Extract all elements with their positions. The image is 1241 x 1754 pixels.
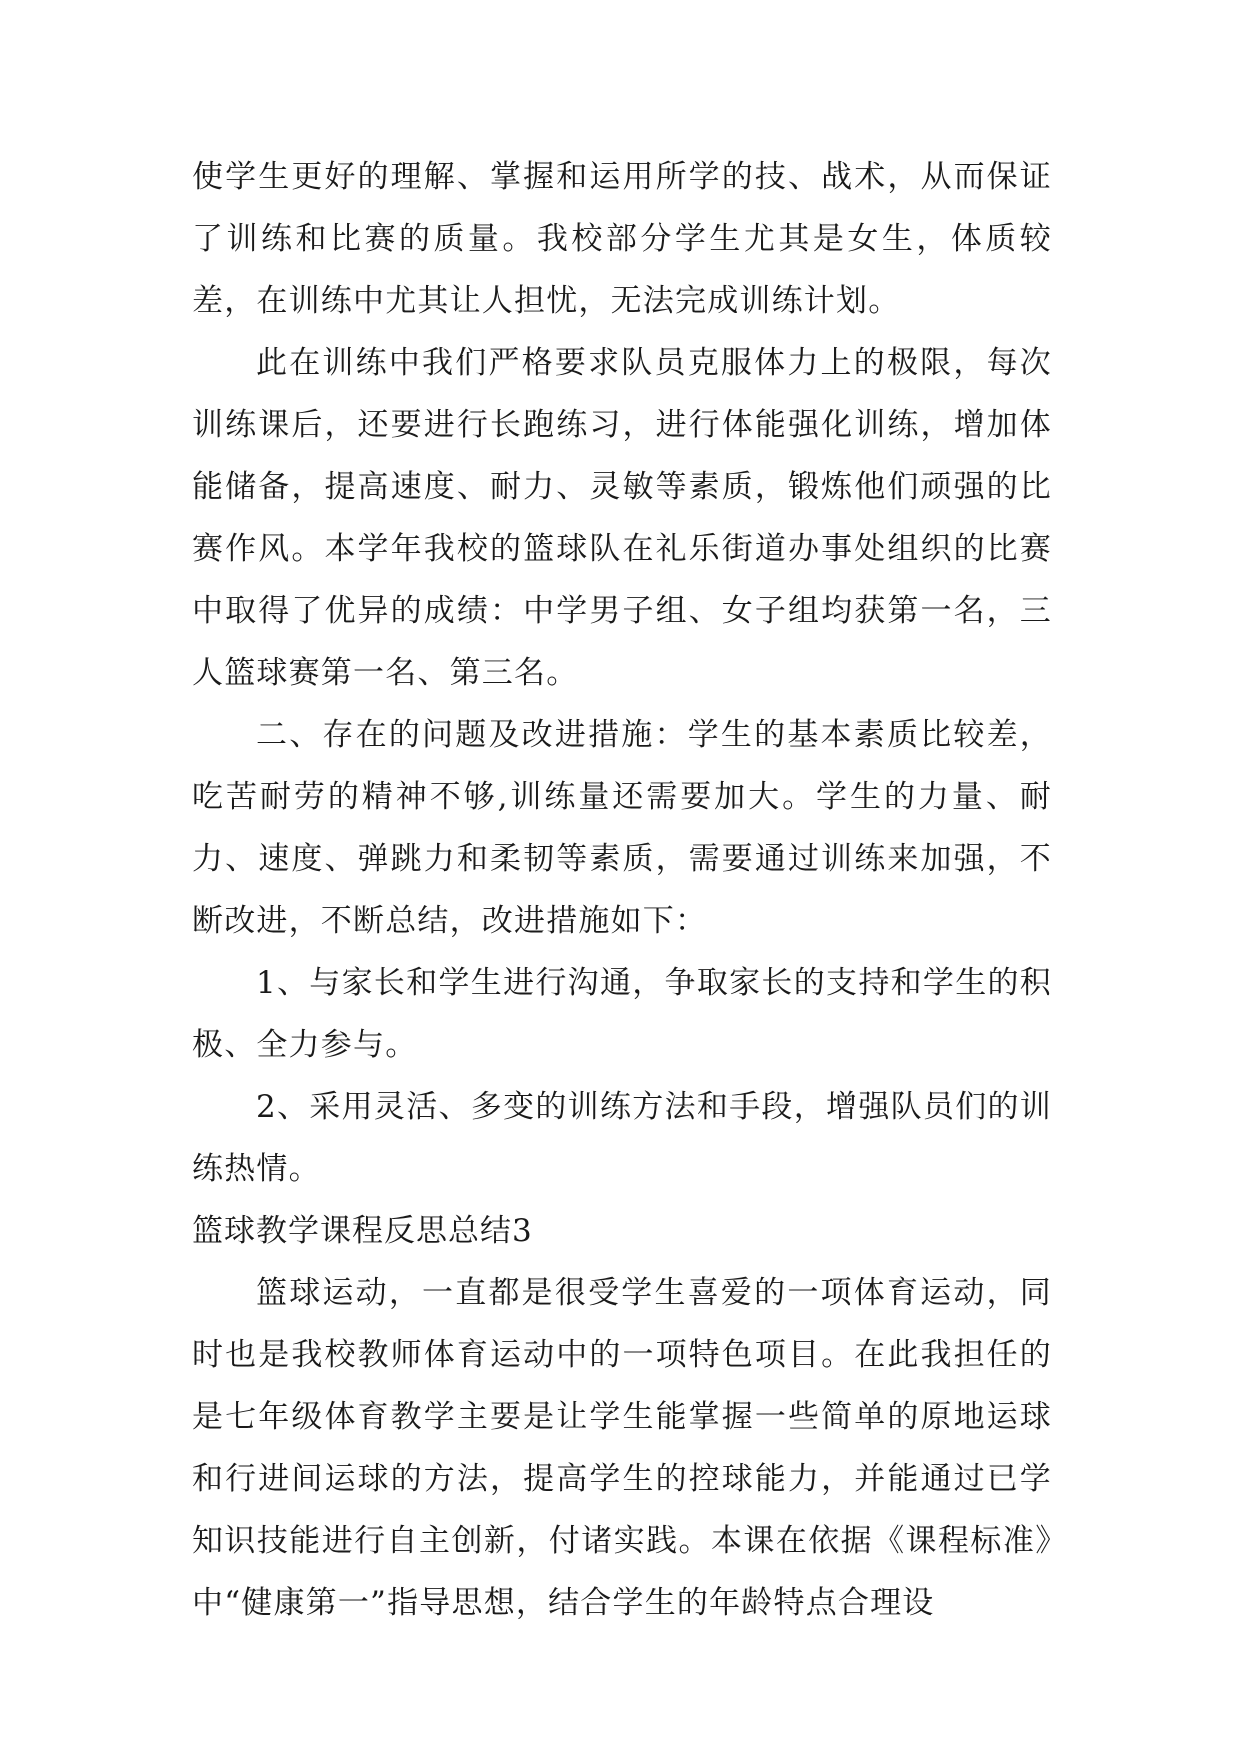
paragraph-training-intensity: 此在训练中我们严格要求队员克服体力上的极限，每次训练课后，还要进行长跑练习，进行体能强化训练，增加体能储备，提高速度、耐力、灵敏等素质，锻炼他们顽强的比赛作风。本学年我校的篮球队在礼乐街道办事处组织的比赛中取得了优异的成绩：中学男子组、女子组均获第一名，三人篮球赛第一名、第三名。 <box>192 345 1052 691</box>
paragraph-continuation: 使学生更好的理解、掌握和运用所学的技、战术，从而保证了训练和比赛的质量。我校部分学生尤其是女生，体质较差，在训练中尤其让人担忧，无法完成训练计划。 <box>192 159 1052 319</box>
paragraph-measure-2: 2、采用灵活、多变的训练方法和手段，增强队员们的训练热情。 <box>192 1089 1052 1187</box>
document-body <box>192 146 1052 1634</box>
paragraph-section-intro: 篮球运动，一直都是很受学生喜爱的一项体育运动，同时也是我校教师体育运动中的一项特色项目。在此我担任的是七年级体育教学主要是让学生能掌握一些简单的原地运球和行进间运球的方法，提高学生的控球能力，并能通过已学知识技能进行自主创新，付诸实践。本课在依据《课程标准》中“健康第一”指导思想，结合学生的年龄特点合理设 <box>192 1275 1052 1621</box>
paragraph-measure-1: 1、与家长和学生进行沟通，争取家长的支持和学生的积极、全力参与。 <box>192 965 1052 1063</box>
section-heading: 篮球教学课程反思总结3 <box>192 1213 533 1249</box>
paragraph-problems-measures: 二、存在的问题及改进措施：学生的基本素质比较差，吃苦耐劳的精神不够,训练量还需要加大。学生的力量、耐力、速度、弹跳力和柔韧等素质，需要通过训练来加强，不断改进，不断总结，改进措施如下： <box>192 717 1052 939</box>
